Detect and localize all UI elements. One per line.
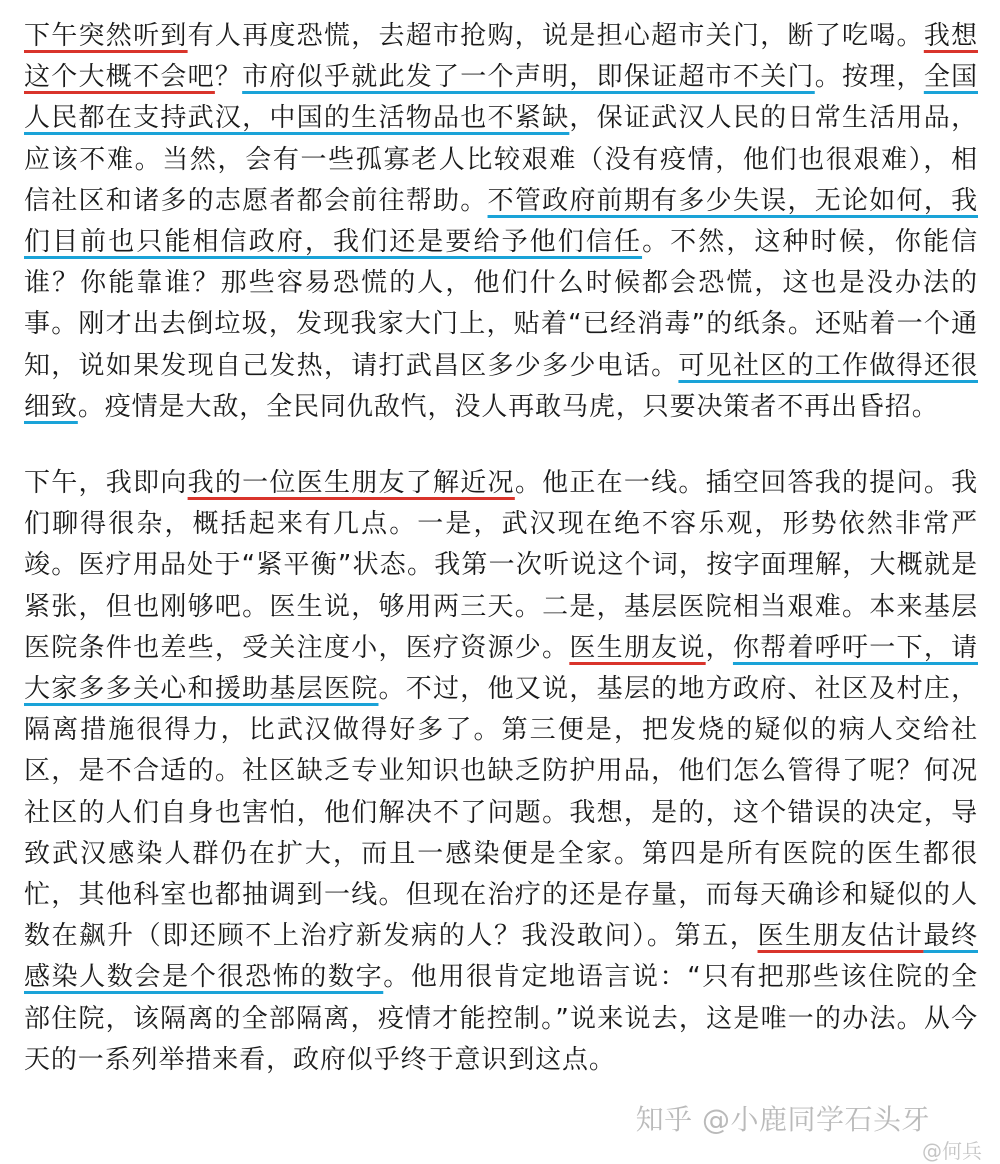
- text-segment: 。不然，这种时候，你能信谁？你能靠谁？那些容易恐慌的人，他们什么时候都会恐慌，这也是没办法的事。刚才出去倒垃圾，发现我家大门上，贴着“已经消毒”的纸条。还贴着一个通知，说如果发现自己发热，请打武昌区多少多少电话。: [24, 227, 978, 381]
- highlight-red-underline: 我想这个大概不会吧: [24, 21, 978, 93]
- text-segment: 。疫情是大敌，全民同仇敌忾，没人再敢马虎，只要决策者不再出昏招。: [77, 391, 939, 422]
- text-segment: 。不过，他又说，基层的地方政府、社区及村庄，隔离措施很得力，比武汉做得好多了。第三便是，把发烧的疑似的病人交给社区，是不合适的。社区缺乏专业知识也缺乏防护用品，他们怎么管得了呢？何况社区的人们自身也害怕，他们解决不了问题。我想，是的，这个错误的决定，导致武汉感染人群仍在扩大，而且一感染便是全家。第四是所有医院的医生都很忙，其他科室也都抽调到一线。但现在治疗的还是存量，而每天确诊和疑似的人数在飙升（即还顾不上治疗新发病的人？我没敢问）。第五，: [24, 674, 978, 952]
- text-segment: 下午，我即向: [24, 468, 188, 499]
- highlight-blue-underline: 最终感染人数会是个很恐怖的数字: [24, 921, 978, 993]
- highlight-red-underline: 医生朋友说: [569, 632, 706, 663]
- text-segment: 。他正在一线。插空回答我的提问。我们聊得很杂，概括起来有几点。一是，武汉现在绝不容乐观，形势依然非常严竣。医疗用品处于“紧平衡”状态。我第一次听说这个词，按字面理解，大概就是紧张，但也刚够吧。医生说，够用两三天。二是，基层医院相当艰难。本来基层医院条件也差些，受关注度小，医疗资源少。: [24, 468, 978, 663]
- text-segment: 有人再度恐慌，去超市抢购，说是担心超市关门，断了吃喝。: [187, 21, 924, 51]
- highlight-blue-underline: 你帮着呼吁一下，请大家多多关心和援助基层医院: [24, 632, 978, 705]
- text-segment: 。按理，: [814, 62, 924, 93]
- text-segment: ？: [214, 62, 243, 93]
- text-segment: ，保证武汉人民的日常生活用品，应该不难。当然，会有一些孤寡老人比较艰难（没有疫情，他们也很艰难），相信社区和诸多的志愿者都会前往帮助。: [24, 103, 978, 216]
- text-segment: 。他用很肯定地语言说：“只有把那些该住院的全部住院，该隔离的全部隔离，疫情才能控制。”说来说去，这是唯一的办法。从今天的一系列举措来看，政府似乎终于意识到这点。: [24, 962, 978, 1075]
- highlight-blue-underline: 不管政府前期有多少失误，无论如何，我们目前也只能相信政府，我们还是要给予他们信任: [24, 185, 978, 258]
- paragraph-2: [24, 463, 978, 1081]
- weibo-watermark: @何兵: [922, 1139, 982, 1163]
- highlight-red-underline: 下午突然听到: [24, 21, 188, 51]
- zhihu-watermark: 知乎 @小鹿同学石头牙: [635, 1103, 930, 1136]
- text-segment: ，: [705, 632, 733, 663]
- highlight-blue-underline: 全国人民都在支持武汉，中国的生活物品也不紧缺: [24, 62, 978, 134]
- highlight-red-underline: 医生朋友估计: [757, 921, 924, 952]
- highlight-blue-underline: 市府似乎就此发了一个声明，即保证超市不关门: [242, 62, 815, 93]
- paragraph-1: [24, 16, 978, 428]
- highlight-red-underline: 我的一位医生朋友了解近况: [187, 468, 515, 499]
- highlight-blue-underline: 可见社区的工作做得还很细致: [24, 350, 978, 422]
